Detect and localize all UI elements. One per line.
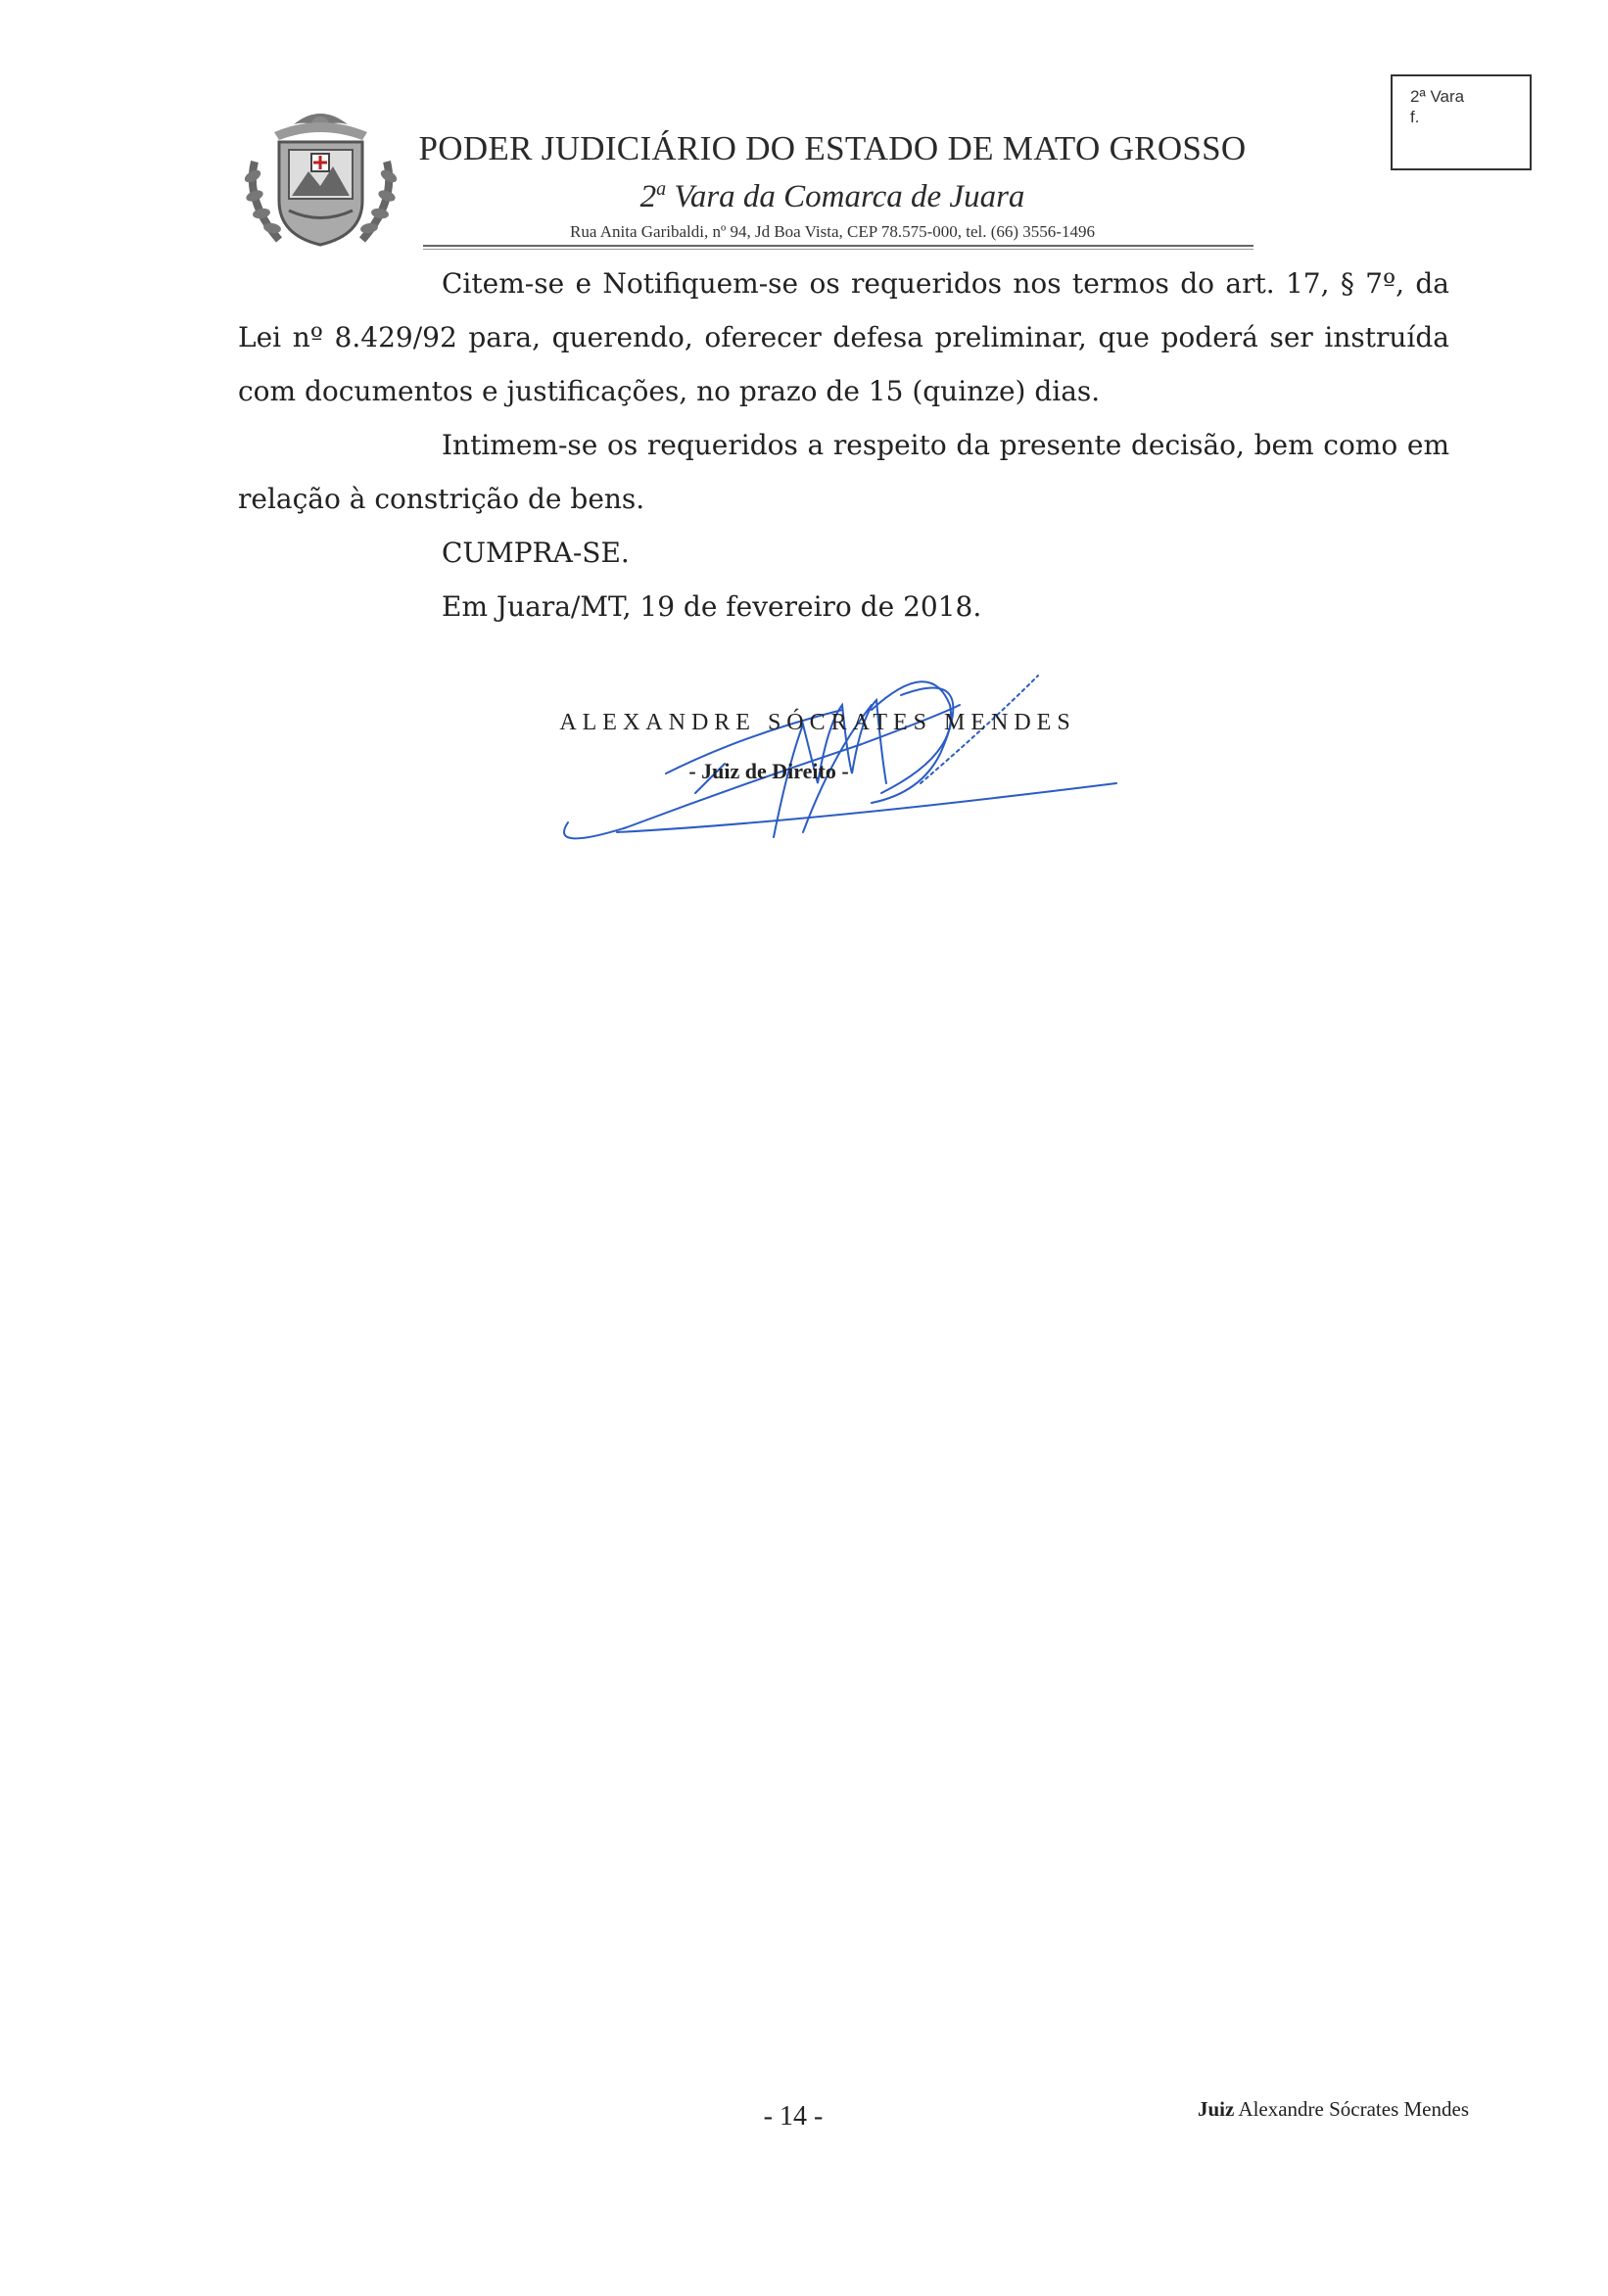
coat-of-arms-icon (235, 103, 406, 250)
judge-role: - Juiz de Direito - (688, 759, 849, 783)
footer-judge: Juiz Alexandre Sócrates Mendes (1197, 2097, 1469, 2121)
court-name: 2$^a$ Vara da Comarca de Juara (639, 178, 1025, 214)
folio-stamp (1391, 74, 1532, 170)
institution-title: PODER JUDICIÁRIO DO ESTADO DE MATO GROSSO (418, 129, 1247, 167)
paragraph-citation: Citem-se e Notifiquem-se os requeridos nos termos do art. 17, § 7º, da Lei nº 8.429/92 para, querendo, oferecer defesa preliminar, que poderá ser instruída com documentos e justificações, no prazo de 15 (quinze) dias. (238, 267, 1449, 407)
judge-name: ALEXANDRE SÓCRATES MENDES (559, 710, 1076, 735)
paragraph-intimation: Intimem-se os requeridos a respeito da presente decisão, bem como em relação à constrição de bens. (238, 429, 1449, 515)
header-divider (423, 245, 1253, 250)
stamp-line-vara: 2ª Vara (1410, 87, 1465, 106)
letterhead (411, 129, 1253, 243)
document-body (238, 257, 1449, 633)
date-line: Em Juara/MT, 19 de fevereiro de 2018. (442, 590, 982, 623)
closing-order: CUMPRA-SE. (442, 537, 630, 569)
court-address: Rua Anita Garibaldi, nº 94, Jd Boa Vista, CEP 78.575-000, tel. (66) 3556-1496 (570, 222, 1095, 241)
page-number: - 14 - (763, 2101, 824, 2132)
stamp-line-folio: f. (1410, 108, 1420, 126)
